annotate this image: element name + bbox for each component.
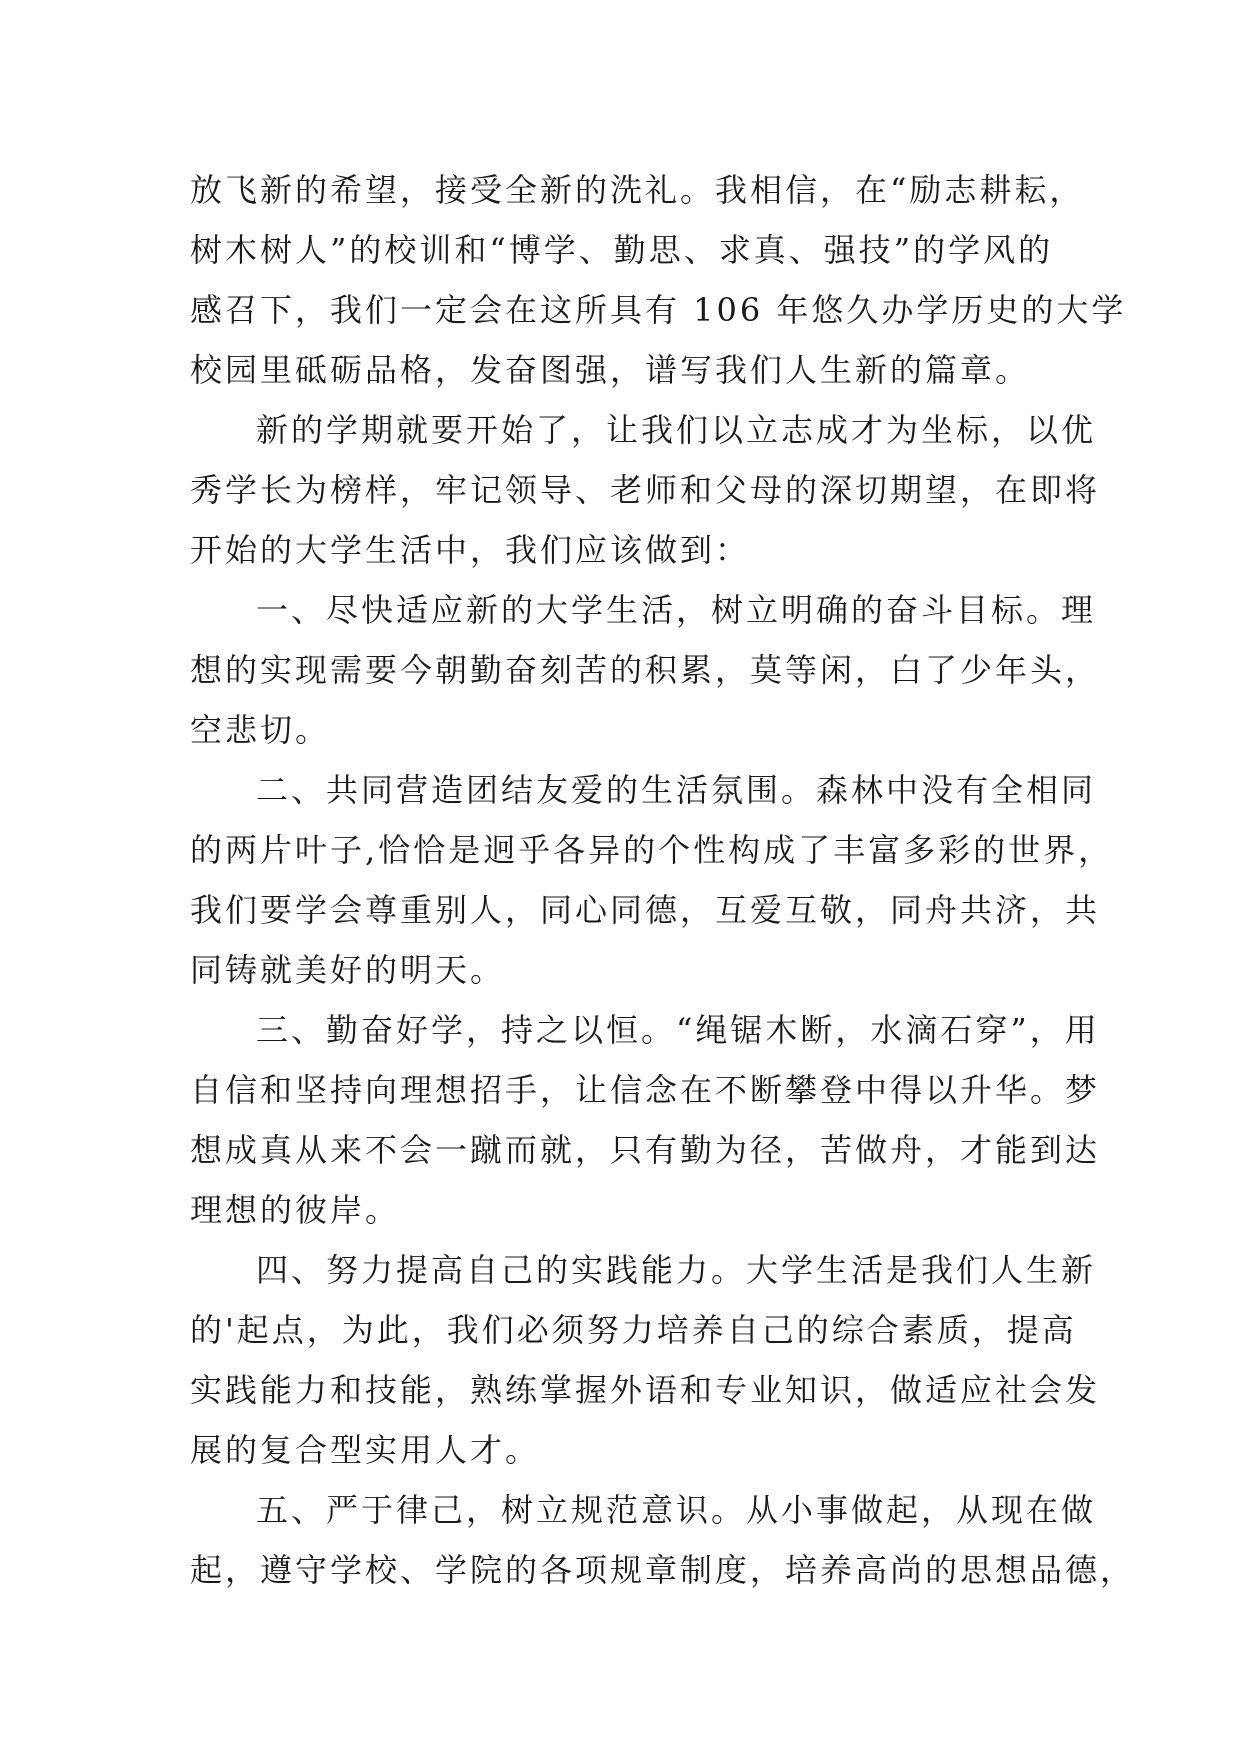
paragraph-first-line: 四、努力提高自己的实践能力。大学生活是我们人生新 — [256, 1251, 1097, 1289]
text-line: 自信和坚持向理想招手，让信念在不断攀登中得以升华。梦 — [190, 1071, 1101, 1109]
paragraph-first-line: 二、共同营造团结友爱的生活氛围。森林中没有全相同 — [256, 771, 1097, 809]
text-line: 起，遵守学校、学院的各项规章制度，培养高尚的思想品德， — [190, 1551, 1136, 1589]
text-line: 空悲切。 — [190, 711, 331, 749]
paragraph-first-line: 新的学期就要开始了，让我们以立志成才为坐标，以优 — [256, 411, 1097, 449]
text-line: 想的实现需要今朝勤奋刻苦的积累，莫等闲，白了少年头， — [190, 651, 1101, 689]
text-line: 树木树人”的校训和“博学、勤思、求真、强技”的学风的 — [190, 231, 1054, 269]
text-line: 开始的大学生活中，我们应该做到： — [190, 531, 751, 569]
text-line: 我们要学会尊重别人，同心同德，互爱互敬，同舟共济，共 — [190, 891, 1101, 929]
text-line: 放飞新的希望，接受全新的洗礼。我相信，在“励志耕耘， — [190, 171, 1085, 209]
paragraph-first-line: 五、严于律己，树立规范意识。从小事做起，从现在做 — [256, 1491, 1097, 1529]
text-line: 展的复合型实用人才。 — [190, 1431, 541, 1469]
text-line: 的'起点，为此，我们必须努力培养自己的综合素质，提高 — [190, 1311, 1077, 1349]
paragraph-first-line: 三、勤奋好学，持之以恒。“绳锯木断，水滴石穿”，用 — [256, 1011, 1100, 1049]
text-line: 同铸就美好的明天。 — [190, 951, 506, 989]
body-text — [190, 160, 1136, 1600]
text-line: 的两片叶子,恰恰是迥乎各异的个性构成了丰富多彩的世界， — [190, 831, 1114, 869]
text-line: 感召下，我们一定会在这所具有 106 年悠久办学历史的大学 — [190, 291, 1127, 329]
text-line: 想成真从来不会一蹴而就，只有勤为径，苦做舟，才能到达 — [190, 1131, 1101, 1169]
text-line: 校园里砥砺品格，发奋图强，谱写我们人生新的篇章。 — [190, 351, 1031, 389]
text-line: 秀学长为榜样，牢记领导、老师和父母的深切期望，在即将 — [190, 471, 1101, 509]
text-line: 理想的彼岸。 — [190, 1191, 401, 1229]
text-line: 实践能力和技能，熟练掌握外语和专业知识，做适应社会发 — [190, 1371, 1101, 1409]
paragraph-first-line: 一、尽快适应新的大学生活，树立明确的奋斗目标。理 — [256, 591, 1097, 629]
